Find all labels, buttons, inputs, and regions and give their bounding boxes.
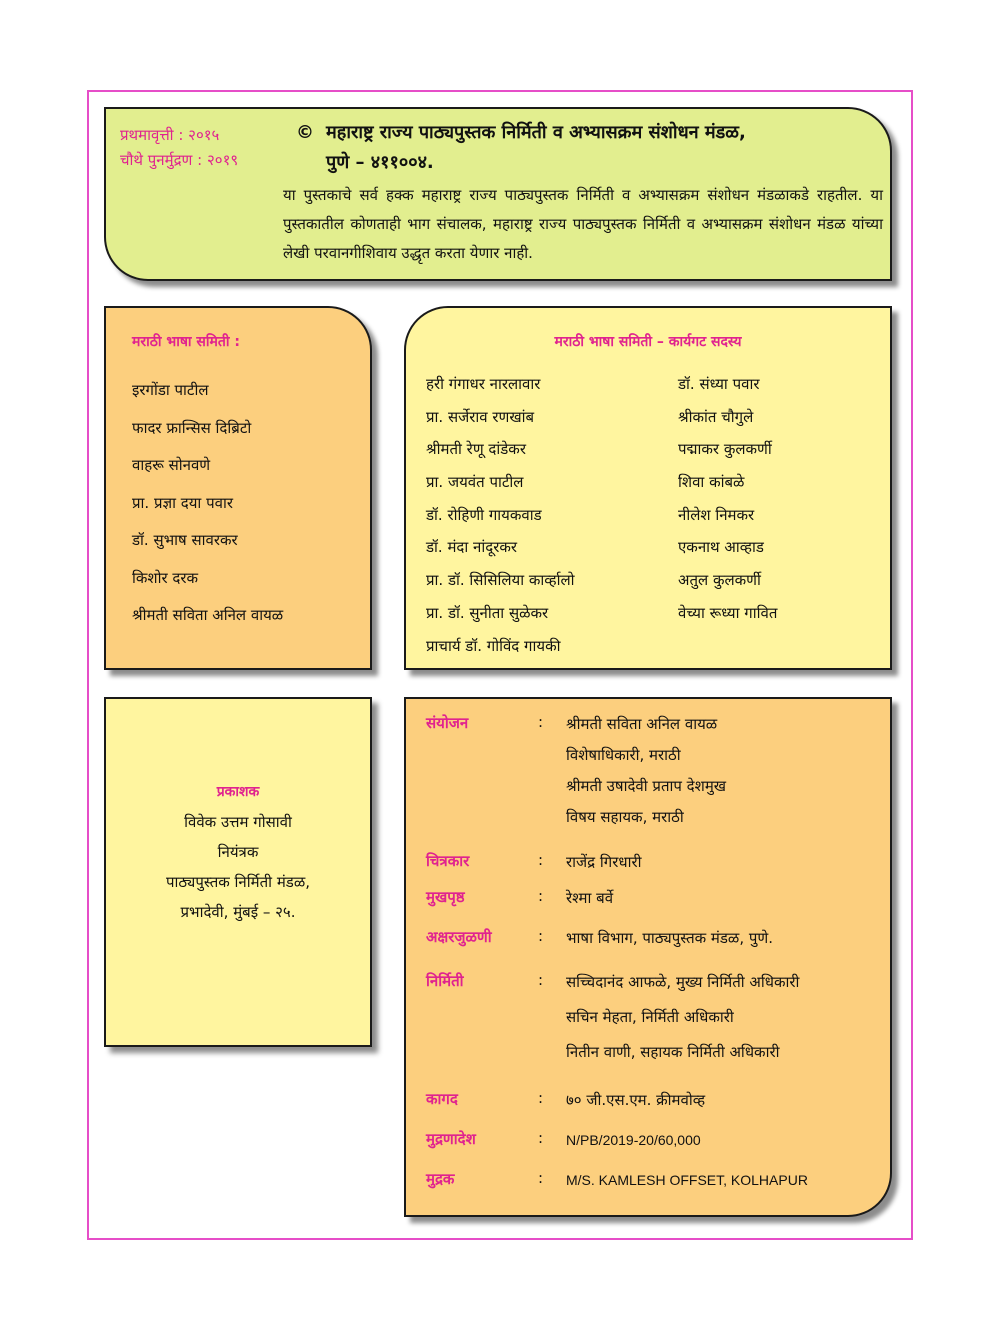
credit-label: संयोजन	[426, 714, 469, 732]
list-item: प्रा. जयवंत पाटील	[426, 473, 524, 492]
list-item: अतुल कुलकर्णी	[678, 571, 761, 590]
list-item: डॉ. रोहिणी गायकवाड	[426, 505, 542, 524]
copyright-title-line1: महाराष्ट्र राज्य पाठ्यपुस्तक निर्मिती व अभ्यासक्रम संशोधन मंडळ,	[326, 122, 746, 143]
credit-colon: :	[538, 971, 544, 989]
samiti-members	[132, 378, 283, 641]
karyagat-title: मराठी भाषा समिती – कार्यगट सदस्य	[554, 334, 742, 350]
credit-value: विषय सहायक, मराठी	[566, 808, 684, 826]
credit-colon: :	[538, 1129, 544, 1147]
credit-label: चित्रकार	[426, 852, 470, 870]
credit-values	[566, 851, 641, 882]
credit-value: ७० जी.एस.एम. क्रीमवोव्ह	[566, 1091, 706, 1109]
list-item: प्रा. डॉ. सिसिलिया कार्व्हालो	[426, 571, 575, 590]
prakashak-box	[104, 697, 372, 1047]
credit-values	[566, 1169, 808, 1200]
list-item: नीलेश निमकर	[678, 505, 755, 524]
list-item: श्रीमती सविता अनिल वायळ	[132, 606, 284, 624]
karyagat-box	[404, 306, 892, 670]
copyright-box	[104, 107, 892, 281]
credit-label: अक्षरजुळणी	[426, 928, 492, 946]
credit-value: श्रीमती उषादेवी प्रताप देशमुख	[566, 777, 727, 795]
list-item: प्रा. प्रज्ञा दया पवार	[132, 493, 233, 512]
samiti-box	[104, 306, 372, 670]
credit-colon: :	[538, 713, 544, 731]
list-item: शिवा कांबळे	[678, 473, 745, 492]
list-item: श्रीकांत चौगुले	[678, 407, 754, 426]
list-item: हरी गंगाधर नारलावार	[426, 375, 541, 393]
credit-value: सच्चिदानंद आफळे, मुख्य निर्मिती अधिकारी	[566, 973, 800, 991]
credit-values	[566, 927, 773, 958]
edition-info	[120, 123, 238, 173]
list-item: एकनाथ आव्हाड	[678, 538, 764, 557]
reprint-edition: चौथे पुनर्मुद्रण : २०१९	[120, 151, 239, 169]
credit-colon: :	[538, 1089, 544, 1107]
copyright-title-line2: पुणे – ४११००४.	[326, 152, 434, 173]
credit-values	[566, 1089, 705, 1120]
credit-values	[566, 713, 726, 837]
prakashak-title: प्रकाशक	[216, 784, 260, 800]
credit-value: श्रीमती सविता अनिल वायळ	[566, 715, 718, 733]
list-item: प्रा. डॉ. सुनीता सुळेकर	[426, 603, 549, 622]
prakashak-line: पाठ्यपुस्तक निर्मिती मंडळ,	[166, 873, 310, 891]
credit-colon: :	[538, 1169, 544, 1187]
list-item: डॉ. संध्या पवार	[678, 375, 760, 393]
list-item: वाहरू सोनवणे	[132, 456, 211, 474]
credit-values	[566, 971, 799, 1076]
list-item: डॉ. सुभाष सावरकर	[132, 531, 238, 549]
credit-label: मुद्रणादेश	[426, 1130, 476, 1148]
credit-value: M/S. KAMLESH OFFSET, KOLHAPUR	[566, 1172, 808, 1188]
credit-colon: :	[538, 927, 544, 945]
list-item: श्रीमती रेणू दांडेकर	[426, 440, 526, 459]
list-item: वेच्या रूध्या गावित	[678, 603, 778, 622]
prakashak-line: विवेक उत्तम गोसावी	[184, 813, 292, 831]
credit-value: नितीन वाणी, सहायक निर्मिती अधिकारी	[566, 1043, 780, 1061]
list-item: किशोर दरक	[132, 568, 199, 587]
credit-value: N/PB/2019-20/60,000	[566, 1132, 701, 1148]
prakashak-details	[106, 777, 370, 927]
credit-values	[566, 887, 613, 918]
credit-label: मुद्रक	[426, 1170, 455, 1188]
karyagat-right-column	[678, 372, 777, 634]
credit-label: मुखपृष्ठ	[426, 888, 465, 906]
credit-value: भाषा विभाग, पाठ्यपुस्तक मंडळ, पुणे.	[566, 929, 773, 947]
credits-box	[404, 697, 892, 1217]
copyright-icon: ©	[296, 122, 314, 143]
credit-value: रेश्मा बर्वे	[566, 889, 614, 907]
karyagat-left-column	[426, 372, 575, 666]
list-item: प्राचार्य डॉ. गोविंद गायकी	[426, 636, 561, 655]
prakashak-line: प्रभादेवी, मुंबई – २५.	[180, 903, 296, 921]
prakashak-line: नियंत्रक	[217, 843, 259, 861]
list-item: इरगोंडा पाटील	[132, 381, 209, 399]
samiti-title: मराठी भाषा समिती :	[132, 334, 240, 350]
credit-value: सचिन मेहता, निर्मिती अधिकारी	[566, 1008, 734, 1026]
list-item: डॉ. मंदा नांदूरकर	[426, 538, 517, 557]
list-item: पद्माकर कुलकर्णी	[678, 440, 772, 459]
list-item: प्रा. सर्जेराव रणखांब	[426, 407, 535, 426]
credit-label: कागद	[426, 1090, 458, 1108]
credit-value: विशेषाधिकारी, मराठी	[566, 746, 681, 764]
credit-value: राजेंद्र गिरधारी	[566, 853, 642, 871]
copyright-text: या पुस्तकाचे सर्व हक्क महाराष्ट्र राज्य पाठ्यपुस्तक निर्मिती व अभ्यासक्रम संशोधन मंडळाकडे राहतील. या पुस्तकातील कोणताही भाग संचालक, महाराष्ट्र राज्य पाठ्यपुस्तक निर्मिती व अभ्यासक्रम संशोधन मंडळ यांच्या लेखी परवानगीशिवाय उद्धृत करता येणार नाही.	[283, 186, 883, 262]
first-edition: प्रथमावृत्ती : २०१५	[120, 126, 220, 144]
credit-label: निर्मिती	[426, 972, 464, 990]
credit-colon: :	[538, 887, 544, 905]
credit-values	[566, 1129, 701, 1160]
list-item: फादर फ्रान्सिस दिब्रिटो	[132, 418, 252, 437]
credit-colon: :	[538, 851, 544, 869]
